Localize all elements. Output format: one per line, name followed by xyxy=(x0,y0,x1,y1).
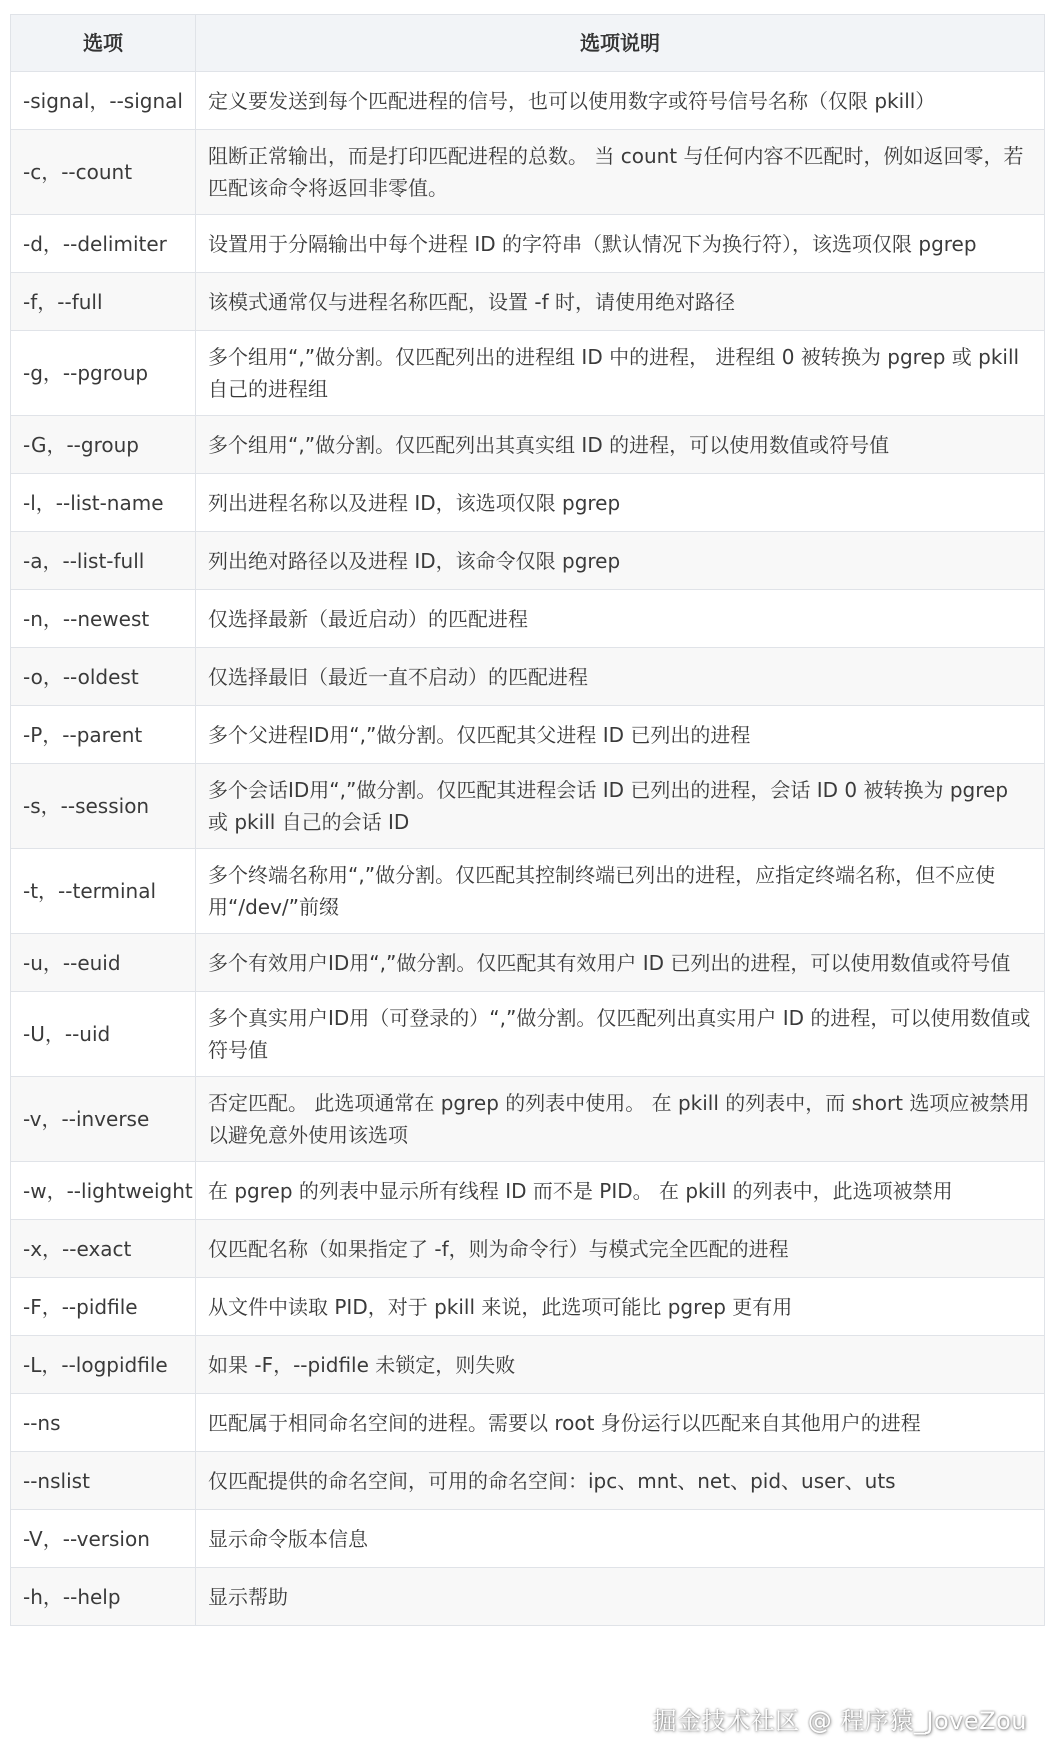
table-row xyxy=(11,1162,1045,1220)
description-cell: 列出绝对路径以及进程 ID，该命令仅限 pgrep xyxy=(196,532,1045,590)
table-row xyxy=(11,1278,1045,1336)
option-cell: -u，--euid xyxy=(11,934,196,992)
table-row xyxy=(11,764,1045,849)
table-row xyxy=(11,72,1045,130)
table-row xyxy=(11,130,1045,215)
option-cell: -signal，--signal xyxy=(11,72,196,130)
description-cell: 该模式通常仅与进程名称匹配，设置 -f 时，请使用绝对路径 xyxy=(196,273,1045,331)
description-cell: 阻断正常输出，而是打印匹配进程的总数。 当 count 与任何内容不匹配时，例如返回零，若匹配该命令将返回非零值。 xyxy=(196,130,1045,215)
option-cell: -a，--list-full xyxy=(11,532,196,590)
description-cell: 在 pgrep 的列表中显示所有线程 ID 而不是 PID。 在 pkill 的列表中，此选项被禁用 xyxy=(196,1162,1045,1220)
table-row xyxy=(11,648,1045,706)
description-cell: 如果 -F，--pidfile 未锁定，则失败 xyxy=(196,1336,1045,1394)
table-row xyxy=(11,416,1045,474)
table-row xyxy=(11,706,1045,764)
option-cell: -w，--lightweight xyxy=(11,1162,196,1220)
description-cell: 仅匹配名称（如果指定了 -f，则为命令行）与模式完全匹配的进程 xyxy=(196,1220,1045,1278)
description-cell: 多个有效用户ID用“,”做分割。仅匹配其有效用户 ID 已列出的进程，可以使用数值或符号值 xyxy=(196,934,1045,992)
table-row xyxy=(11,1336,1045,1394)
option-cell: -t，--terminal xyxy=(11,849,196,934)
description-cell: 显示帮助 xyxy=(196,1568,1045,1626)
description-cell: 仅选择最旧（最近一直不启动）的匹配进程 xyxy=(196,648,1045,706)
table-row xyxy=(11,215,1045,273)
table-row xyxy=(11,1220,1045,1278)
option-cell: --nslist xyxy=(11,1452,196,1510)
table-row xyxy=(11,1452,1045,1510)
table-body xyxy=(11,72,1045,1626)
description-cell: 定义要发送到每个匹配进程的信号，也可以使用数字或符号信号名称（仅限 pkill） xyxy=(196,72,1045,130)
table-row xyxy=(11,1077,1045,1162)
table-row xyxy=(11,849,1045,934)
option-cell: -f，--full xyxy=(11,273,196,331)
description-cell: 否定匹配。 此选项通常在 pgrep 的列表中使用。 在 pkill 的列表中，而 short 选项应被禁用以避免意外使用该选项 xyxy=(196,1077,1045,1162)
option-cell: -l，--list-name xyxy=(11,474,196,532)
table-row xyxy=(11,934,1045,992)
option-cell: -h，--help xyxy=(11,1568,196,1626)
option-cell: -s，--session xyxy=(11,764,196,849)
description-cell: 显示命令版本信息 xyxy=(196,1510,1045,1568)
option-cell: -c，--count xyxy=(11,130,196,215)
option-cell: -n，--newest xyxy=(11,590,196,648)
description-cell: 从文件中读取 PID，对于 pkill 来说，此选项可能比 pgrep 更有用 xyxy=(196,1278,1045,1336)
description-cell: 多个终端名称用“,”做分割。仅匹配其控制终端已列出的进程，应指定终端名称，但不应使用“/dev/”前缀 xyxy=(196,849,1045,934)
option-cell: -o，--oldest xyxy=(11,648,196,706)
header-option: 选项 xyxy=(11,15,196,72)
description-cell: 多个会话ID用“,”做分割。仅匹配其进程会话 ID 已列出的进程，会话 ID 0 被转换为 pgrep 或 pkill 自己的会话 ID xyxy=(196,764,1045,849)
description-cell: 仅选择最新（最近启动）的匹配进程 xyxy=(196,590,1045,648)
watermark: 掘金技术社区 @ 程序猿_JoveZou xyxy=(652,1707,1027,1735)
header-description: 选项说明 xyxy=(196,15,1045,72)
option-cell: -V，--version xyxy=(11,1510,196,1568)
option-cell: --ns xyxy=(11,1394,196,1452)
table-row xyxy=(11,331,1045,416)
description-cell: 匹配属于相同命名空间的进程。需要以 root 身份运行以匹配来自其他用户的进程 xyxy=(196,1394,1045,1452)
option-cell: -v，--inverse xyxy=(11,1077,196,1162)
option-cell: -L，--logpidfile xyxy=(11,1336,196,1394)
option-cell: -P，--parent xyxy=(11,706,196,764)
table-row xyxy=(11,1394,1045,1452)
description-cell: 仅匹配提供的命名空间，可用的命名空间：ipc、mnt、net、pid、user、uts xyxy=(196,1452,1045,1510)
description-cell: 设置用于分隔输出中每个进程 ID 的字符串（默认情况下为换行符），该选项仅限 pgrep xyxy=(196,215,1045,273)
description-cell: 多个父进程ID用“,”做分割。仅匹配其父进程 ID 已列出的进程 xyxy=(196,706,1045,764)
table-row xyxy=(11,273,1045,331)
description-cell: 多个组用“,”做分割。仅匹配列出其真实组 ID 的进程，可以使用数值或符号值 xyxy=(196,416,1045,474)
options-table-container xyxy=(10,14,1044,1626)
option-cell: -g，--pgroup xyxy=(11,331,196,416)
description-cell: 多个真实用户ID用（可登录的）“,”做分割。仅匹配列出真实用户 ID 的进程，可以使用数值或符号值 xyxy=(196,992,1045,1077)
option-cell: -d，--delimiter xyxy=(11,215,196,273)
option-cell: -U，--uid xyxy=(11,992,196,1077)
table-row xyxy=(11,992,1045,1077)
option-cell: -F，--pidfile xyxy=(11,1278,196,1336)
table-row xyxy=(11,1568,1045,1626)
description-cell: 多个组用“,”做分割。仅匹配列出的进程组 ID 中的进程， 进程组 0 被转换为 pgrep 或 pkill 自己的进程组 xyxy=(196,331,1045,416)
option-cell: -G，--group xyxy=(11,416,196,474)
option-cell: -x，--exact xyxy=(11,1220,196,1278)
table-header-row xyxy=(11,15,1045,72)
table-row xyxy=(11,532,1045,590)
table-row xyxy=(11,590,1045,648)
table-row xyxy=(11,474,1045,532)
options-table xyxy=(10,14,1045,1626)
description-cell: 列出进程名称以及进程 ID，该选项仅限 pgrep xyxy=(196,474,1045,532)
table-row xyxy=(11,1510,1045,1568)
